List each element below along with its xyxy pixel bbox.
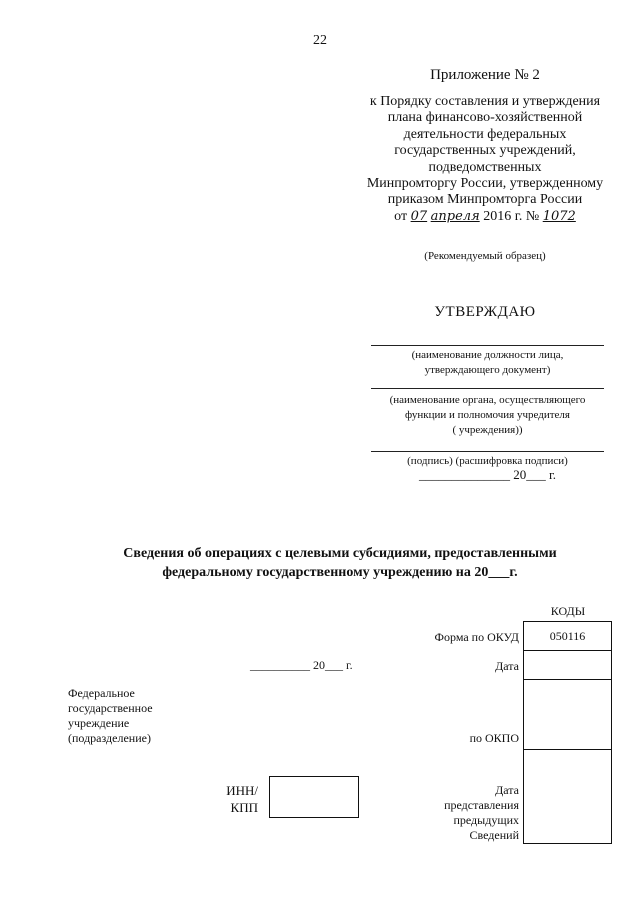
label-line: предыдущих [453,813,519,827]
label-line: Дата [495,783,519,797]
appendix-line: деятельности федеральных [403,126,567,142]
appendix-line: плана финансово-хозяйственной [387,110,583,126]
caption-line: (наименование должности лица, [411,349,564,361]
codes-header: КОДЫ [550,604,586,618]
caption-line: функции и полномочия учредителя [405,409,570,421]
appendix-line: подведомственных [428,159,542,175]
okud-label: Форма по ОКУД [434,630,519,644]
appendix-block [340,66,630,225]
label-line: Сведений [469,828,519,842]
page-number: 22 [313,33,327,48]
prev-date-label [380,783,519,843]
approve-title: УТВЕРЖДАЮ [434,304,536,320]
position-signature-line [371,345,604,346]
appendix-line: приказом Минпромторга России [387,192,583,208]
label-line: КПП [230,800,258,815]
document-heading [40,544,640,582]
report-date-line: __________ 20___ г. [250,658,353,672]
signature-caption: (подпись) (расшифровка подписи) [407,455,568,467]
approve-date-line: ______________ 20___ г. [418,467,557,482]
order-day-handwritten: 07 [410,208,428,224]
label-line: (подразделение) [68,731,151,745]
label-line: представления [444,798,519,812]
date-label: Дата [495,659,519,673]
okpo-label: по ОКПО [469,731,519,745]
okpo-code-cell[interactable] [523,679,612,750]
caption-line: (наименование органа, осуществляющего [389,394,586,406]
appendix-line: Минпромторгу России, утвержденному [366,176,604,192]
appendix-line: к Порядку составления и утверждения [369,94,601,109]
label-line: ИНН/ [226,783,258,798]
caption-line: ( учреждения)) [452,424,523,436]
order-number-handwritten: 1072 [542,208,576,224]
date-code-cell[interactable] [523,650,612,680]
heading-line-1: Сведения об операциях с целевыми субсидиями, предоставленными [123,546,557,561]
sample-note: (Рекомендуемый образец) [424,250,546,262]
appendix-title: Приложение № 2 [430,67,540,83]
label-line: государственное [68,701,153,715]
order-month-handwritten: апреля [430,208,480,224]
inn-kpp-label [200,782,258,816]
prev-date-code-cell[interactable] [523,749,612,844]
order-year: 2016 г. № [483,208,540,224]
label-line: учреждение [68,716,130,730]
institution-label [68,686,218,746]
inn-kpp-field[interactable] [269,776,359,818]
organ-caption [371,393,604,438]
order-date-line [340,209,630,225]
signature-line [371,451,604,452]
label-line: Федеральное [68,686,135,700]
organ-line [371,388,604,389]
order-prefix: от [394,208,408,224]
appendix-line: государственных учреждений, [394,143,576,159]
heading-line-2: федеральному государственному учреждению на 20___г. [162,565,518,580]
okud-code-cell: 050116 [523,621,612,651]
caption-line: утверждающего документ) [424,364,551,376]
position-caption [371,348,604,378]
